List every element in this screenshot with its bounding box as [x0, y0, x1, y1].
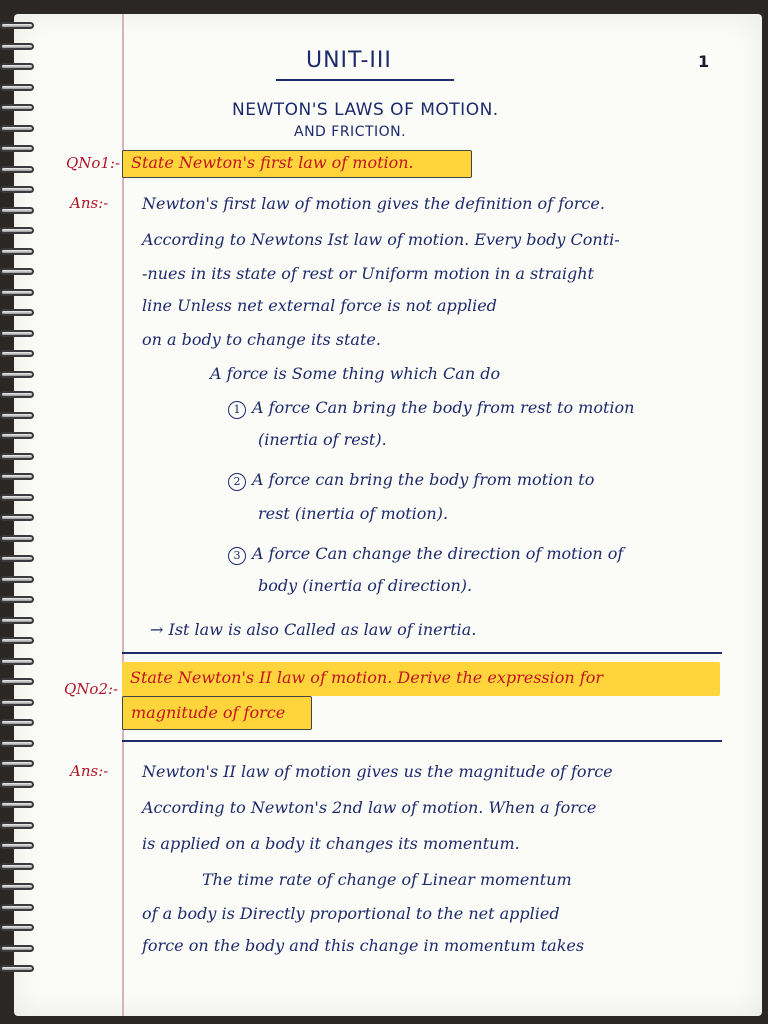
- q1-answer-line: on a body to change its state.: [142, 330, 381, 349]
- binding-ring: [0, 740, 34, 747]
- q1-answer-line: -nues in its state of rest or Uniform motion in a straight: [142, 264, 594, 283]
- binding-ring: [0, 494, 34, 501]
- binding-ring: [0, 535, 34, 542]
- binding-ring: [0, 555, 34, 562]
- binding-ring: [0, 473, 34, 480]
- q2-question-line1: State Newton's II law of motion. Derive the expression for: [122, 662, 720, 696]
- binding-ring: [0, 371, 34, 378]
- binding-ring: [0, 412, 34, 419]
- unit-title: UNIT-III: [306, 48, 392, 73]
- binding-ring: [0, 350, 34, 357]
- binding-ring: [0, 248, 34, 255]
- binding-ring: [0, 84, 34, 91]
- binding-ring: [0, 658, 34, 665]
- binding-ring: [0, 924, 34, 931]
- q1-answer-line: line Unless net external force is not applied: [142, 296, 497, 315]
- binding-ring: [0, 186, 34, 193]
- spiral-binding: [0, 22, 38, 997]
- q2-answer-line: According to Newton's 2nd law of motion. When a force: [142, 798, 597, 817]
- chapter-subtitle: AND FRICTION.: [294, 124, 407, 140]
- q1-note: → Ist law is also Called as law of inertia.: [150, 620, 477, 639]
- binding-ring: [0, 309, 34, 316]
- binding-ring: [0, 227, 34, 234]
- binding-ring: [0, 145, 34, 152]
- circled-number: 2: [228, 473, 246, 491]
- circled-number: 1: [228, 401, 246, 419]
- binding-ring: [0, 781, 34, 788]
- page-number: 1: [698, 52, 710, 71]
- q1-point-1-cont: (inertia of rest).: [258, 430, 387, 449]
- q1-point-2: 2 A force can bring the body from motion to: [228, 470, 594, 491]
- q1-answer-label: Ans:-: [70, 194, 109, 212]
- q2-question-line2: magnitude of force: [122, 696, 312, 730]
- binding-ring: [0, 289, 34, 296]
- binding-ring: [0, 801, 34, 808]
- binding-ring: [0, 678, 34, 685]
- binding-ring: [0, 268, 34, 275]
- binding-ring: [0, 43, 34, 50]
- binding-ring: [0, 432, 34, 439]
- binding-ring: [0, 207, 34, 214]
- q1-intro: A force is Some thing which Can do: [210, 364, 501, 383]
- binding-ring: [0, 596, 34, 603]
- title-underline: [276, 79, 454, 81]
- binding-ring: [0, 617, 34, 624]
- q1-point-3-cont: body (inertia of direction).: [258, 576, 473, 595]
- binding-ring: [0, 22, 34, 29]
- q1-question: State Newton's first law of motion.: [122, 150, 472, 178]
- q1-answer-line: Newton's first law of motion gives the definition of force.: [142, 194, 605, 213]
- binding-ring: [0, 945, 34, 952]
- binding-ring: [0, 904, 34, 911]
- q2-answer-line: of a body is Directly proportional to the net applied: [142, 904, 560, 923]
- circled-number: 3: [228, 547, 246, 565]
- binding-ring: [0, 330, 34, 337]
- chapter-title: NEWTON'S LAWS OF MOTION.: [232, 100, 499, 120]
- q1-answer-line: According to Newtons Ist law of motion. Every body Conti-: [142, 230, 620, 249]
- binding-ring: [0, 842, 34, 849]
- binding-ring: [0, 863, 34, 870]
- binding-ring: [0, 166, 34, 173]
- q2-label: QNo2:-: [64, 680, 119, 698]
- q1-point-3: 3 A force Can change the direction of motion of: [228, 544, 623, 565]
- q2-answer-line: Newton's II law of motion gives us the magnitude of force: [142, 762, 613, 781]
- binding-ring: [0, 63, 34, 70]
- binding-ring: [0, 453, 34, 460]
- q1-label: QNo1:-: [66, 154, 121, 172]
- binding-ring: [0, 391, 34, 398]
- q2-answer-line: force on the body and this change in momentum takes: [142, 936, 585, 955]
- section-divider: [122, 652, 722, 654]
- binding-ring: [0, 104, 34, 111]
- binding-ring: [0, 760, 34, 767]
- binding-ring: [0, 125, 34, 132]
- binding-ring: [0, 883, 34, 890]
- binding-ring: [0, 719, 34, 726]
- binding-ring: [0, 965, 34, 972]
- binding-ring: [0, 514, 34, 521]
- section-divider: [122, 740, 722, 742]
- binding-ring: [0, 576, 34, 583]
- q1-point-1: 1 A force Can bring the body from rest to motion: [228, 398, 634, 419]
- q2-answer-line: The time rate of change of Linear momentum: [202, 870, 572, 889]
- notebook-page: [14, 14, 762, 1016]
- q2-answer-line: is applied on a body it changes its momentum.: [142, 834, 520, 853]
- binding-ring: [0, 699, 34, 706]
- binding-ring: [0, 822, 34, 829]
- q2-answer-label: Ans:-: [70, 762, 109, 780]
- q1-point-2-cont: rest (inertia of motion).: [258, 504, 449, 523]
- binding-ring: [0, 637, 34, 644]
